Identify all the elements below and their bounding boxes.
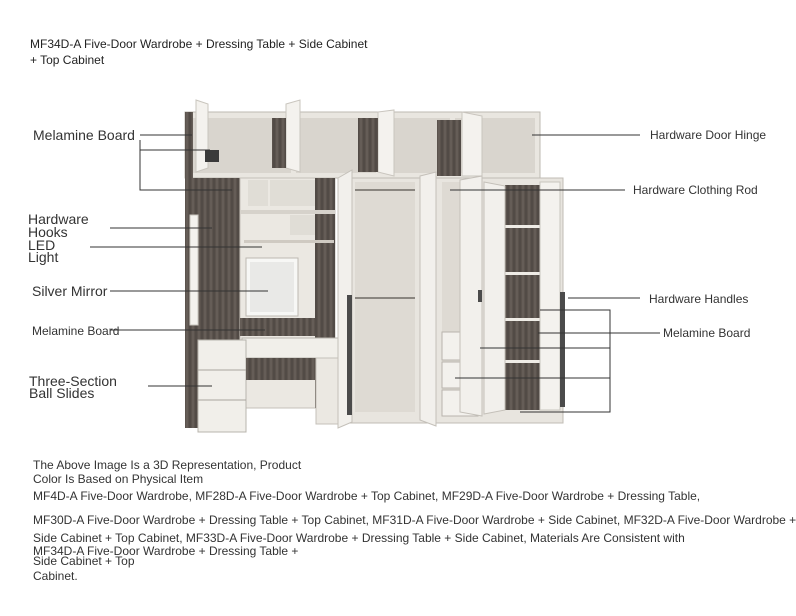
label-ball-slides-line2: Ball Slides (29, 385, 95, 401)
label-silver-mirror: Silver Mirror (32, 283, 108, 299)
page-title-line2: + Top Cabinet (30, 53, 105, 67)
top-cabinets (185, 100, 540, 178)
label-hardware-hooks-line2: Hooks (28, 224, 68, 240)
wardrobe-body (338, 170, 565, 428)
label-led-light: LED (28, 237, 56, 253)
note-line-6: MF34D-A Five-Door Wardrobe + Dressing Table + (33, 544, 299, 558)
note-line-8: Cabinet. (33, 569, 78, 583)
page-title: MF34D-A Five-Door Wardrobe + Dressing Table + Side Cabinet (30, 37, 368, 51)
label-led-light-line2: Light (28, 249, 59, 265)
label-door-hinge: Hardware Door Hinge (650, 128, 767, 142)
dressing-section (185, 178, 344, 432)
label-hardware-hooks: Hardware (28, 211, 89, 227)
label-clothing-rod: Hardware Clothing Rod (633, 183, 758, 197)
label-hardware-handles: Hardware Handles (649, 292, 749, 306)
label-melamine-board-mid: Melamine Board (32, 324, 120, 338)
note-line-1: The Above Image Is a 3D Representation, Product (33, 458, 302, 472)
note-line-2: Color Is Based on Physical Item (33, 472, 204, 486)
note-line-3: MF4D-A Five-Door Wardrobe, MF28D-A Five-Door Wardrobe + Top Cabinet, MF29D-A Five-Door Wardrobe + Dressing Table, (33, 489, 701, 503)
note-line-5: Side Cabinet + Top Cabinet, MF33D-A Five-Door Wardrobe + Dressing Table + Side Cabinet, Materials Are Consistent with (33, 531, 685, 545)
note-line-4: MF30D-A Five-Door Wardrobe + Dressing Table + Top Cabinet, MF31D-A Five-Door Wardrobe + Side Cabinet, MF32D-A Five-Door Wardrobe + (33, 513, 796, 527)
label-melamine-board-top: Melamine Board (33, 127, 135, 143)
note-line-7: Side Cabinet + Top (33, 554, 135, 568)
label-melamine-board-right: Melamine Board (663, 326, 751, 340)
label-ball-slides: Three-Section (29, 373, 117, 389)
